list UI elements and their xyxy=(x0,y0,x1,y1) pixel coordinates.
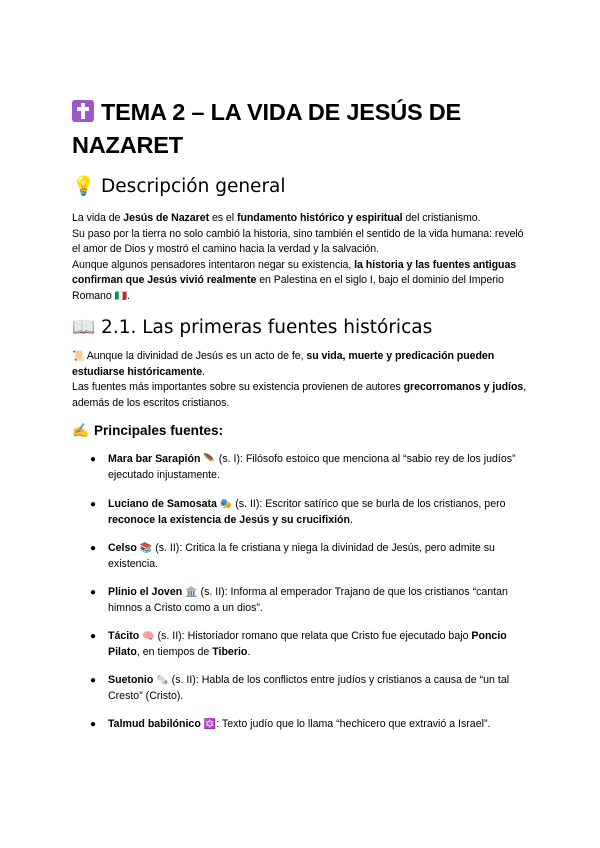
source-name: Mara bar Sarapión xyxy=(108,453,201,465)
text-run: en Palestina en el siglo I, bajo el dominio del Imperio Romano xyxy=(72,274,504,302)
text-run: . xyxy=(350,513,353,526)
bullet: ● xyxy=(90,499,97,510)
bold-run: la historia y las fuentes antiguas confirman que Jesús vivió realmente xyxy=(72,258,517,287)
bold-run: su vida, muerte y predicación pueden estudiarse históricamente xyxy=(72,350,495,378)
description-paragraph xyxy=(72,211,532,305)
text-run: La vida de xyxy=(72,212,124,224)
source-description: (s. II): Critica la fe cristiana y niega la divinidad de Jesús, pero admite su existencia. xyxy=(108,542,495,570)
text-run: . xyxy=(127,289,130,302)
theater-masks-icon: 🎭 xyxy=(219,499,233,510)
text-run: Su paso por la tierra no solo cambió la historia, sino también el sentido de la vida humana: reveló el amor de Dios y mostró el camino hacia la verdad y la salvación. xyxy=(72,227,524,256)
list-item xyxy=(72,673,528,704)
bold-run: Tiberio xyxy=(212,645,248,658)
open-book-icon: 📖 xyxy=(72,317,96,338)
source-description: (s. II): Historiador romano que relata que Cristo fue ejecutado bajo xyxy=(154,630,472,642)
star-of-david-icon: 🔯 xyxy=(203,719,217,730)
text-run: es el xyxy=(209,212,237,224)
bullet: ● xyxy=(90,631,97,642)
bullet: ● xyxy=(90,719,97,730)
source-name: Talmud babilónico xyxy=(108,718,201,730)
text-run: Las fuentes más importantes sobre su existencia provienen de autores xyxy=(72,381,404,394)
list-item xyxy=(72,497,528,528)
feather-icon: 🪶 xyxy=(203,454,216,465)
scroll-icon: 📜 xyxy=(72,351,85,362)
source-name: Tácito xyxy=(108,630,140,642)
section-heading-text: Descripción general xyxy=(101,176,286,197)
list-item xyxy=(72,585,528,616)
section-heading-sources xyxy=(72,316,432,340)
section-heading-description xyxy=(72,175,286,199)
text-run: . xyxy=(202,365,205,378)
bold-run: Poncio Pilato xyxy=(108,630,507,658)
page-title xyxy=(72,96,542,162)
bullet: ● xyxy=(90,587,97,598)
list-item xyxy=(72,452,528,483)
latin-cross-icon xyxy=(72,100,94,122)
source-description: (s. II): Habla de los conflictos entre judíos y cristianos a causa de “un tal Cresto” (Cristo). xyxy=(108,674,510,702)
sources-paragraph xyxy=(72,349,532,411)
bold-run: reconoce la existencia de Jesús y su crucifixión xyxy=(108,513,351,526)
bullet: ● xyxy=(90,675,97,686)
text-run: Aunque algunos pensadores intentaron negar su existencia, xyxy=(72,258,355,271)
bullet: ● xyxy=(90,454,97,465)
source-name: Celso xyxy=(108,542,137,554)
bullet: ● xyxy=(90,543,97,554)
italy-flag-icon: 🇮🇹 xyxy=(114,290,128,302)
list-item xyxy=(72,717,528,733)
text-run: , además de los escritos cristianos. xyxy=(72,381,527,409)
subheading-text: Principales fuentes: xyxy=(93,423,224,438)
page-title-text: TEMA 2 – LA VIDA DE JESÚS DE NAZARET xyxy=(72,99,462,158)
subheading-main-sources xyxy=(72,422,223,440)
bold-run: grecorromanos y judíos xyxy=(403,381,524,394)
text-run: del cristianismo. xyxy=(402,212,481,224)
books-icon: 📚 xyxy=(139,543,153,554)
source-name: Suetonio xyxy=(108,674,154,686)
light-bulb-icon: 💡 xyxy=(72,176,96,197)
brain-icon: 🧠 xyxy=(142,631,155,642)
source-name: Plinio el Joven xyxy=(108,586,183,598)
source-description: (s. II): Informa al emperador Trajano de que los cristianos “cantan himnos a Cristo como a un dios”. xyxy=(108,586,508,614)
newspaper-icon: 🗞️ xyxy=(156,675,169,686)
source-name: Luciano de Samosata xyxy=(108,498,217,510)
source-description: (s. I): Filósofo estoico que menciona al “sabio rey de los judíos” ejecutado injustamente. xyxy=(108,453,516,481)
bold-run: Jesús de Nazaret xyxy=(123,212,210,224)
text-run: . xyxy=(247,645,251,658)
writing-hand-icon: ✍️ xyxy=(72,423,89,438)
list-item xyxy=(72,541,528,572)
section-heading-text: 2.1. Las primeras fuentes históricas xyxy=(101,317,433,338)
text-run: Aunque la divinidad de Jesús es un acto de fe, xyxy=(84,350,307,362)
source-description: (s. II): Escritor satírico que se burla de los cristianos, pero xyxy=(232,498,506,510)
classical-building-icon: 🏛️ xyxy=(185,587,198,598)
list-item xyxy=(72,629,528,660)
text-run: , en tiempos de xyxy=(136,645,213,658)
bold-run: fundamento histórico y espiritual xyxy=(236,212,403,224)
source-description: : Texto judío que lo llama “hechicero que extravió a Israel”. xyxy=(216,718,491,730)
